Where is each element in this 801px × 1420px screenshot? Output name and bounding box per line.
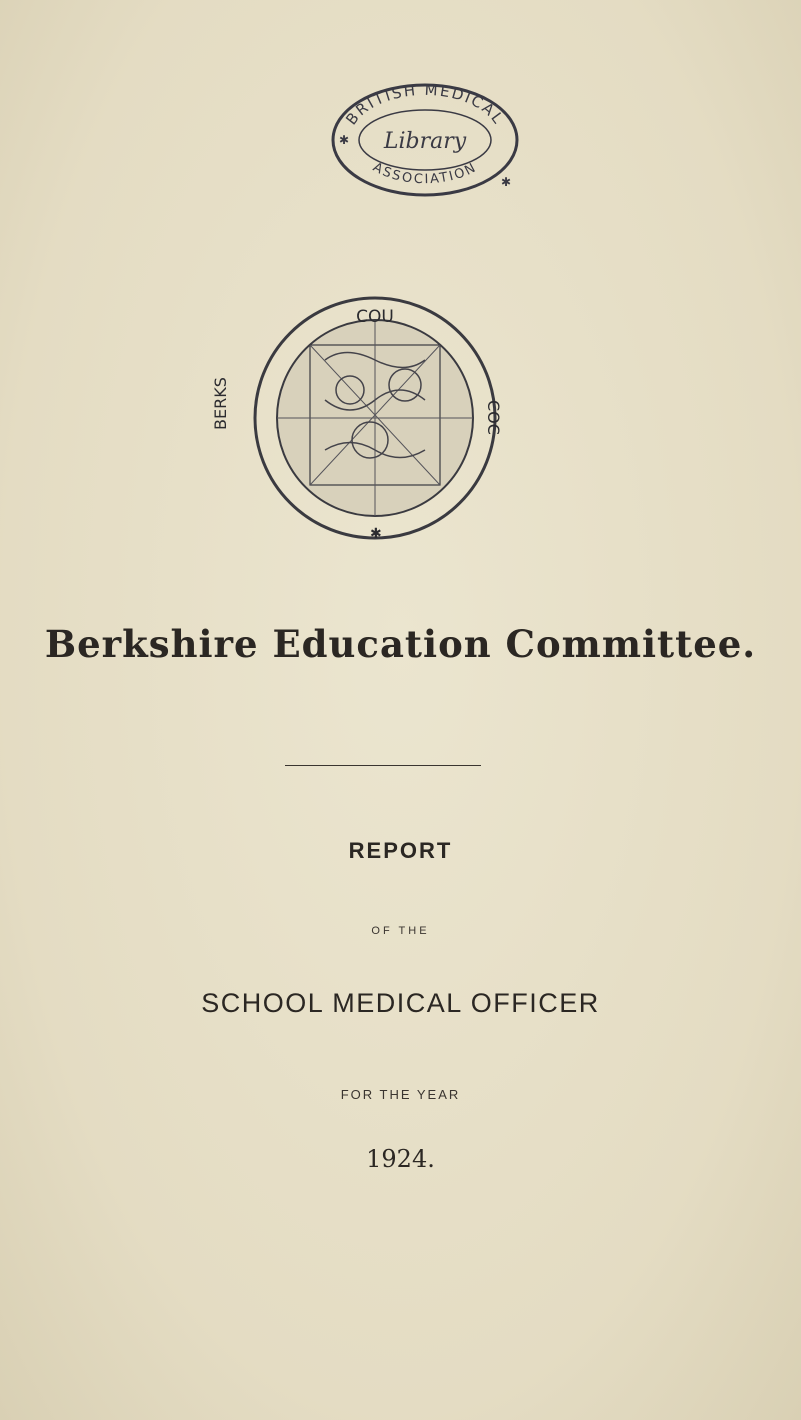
divider-rule <box>285 765 481 766</box>
county-crest <box>211 290 503 545</box>
stamp-star-icon: ✱ <box>339 133 350 147</box>
report-title: SCHOOL MEDICAL OFFICER <box>201 988 600 1018</box>
for-the-year-label: FOR THE YEAR <box>340 1087 461 1102</box>
crest-star-icon: ✱ <box>370 525 382 541</box>
report-label: REPORT <box>348 838 453 863</box>
stamp-star-icon: ✱ <box>501 175 512 189</box>
crest-left-letters: BERKS <box>211 377 230 430</box>
stamp-top-text: BRITISH MEDICAL <box>342 80 508 129</box>
report-year: 1924. <box>366 1145 435 1173</box>
library-stamp <box>325 78 525 203</box>
committee-heading: Berkshire Education Committee. <box>44 622 757 666</box>
of-the-label: OF THE <box>371 925 430 937</box>
svg-text:BRITISH MEDICAL <box>342 81 508 128</box>
crest-top-letters: COU <box>356 307 394 327</box>
stamp-bottom-text: ASSOCIATION <box>370 159 480 188</box>
stamp-center-text: Library <box>383 129 467 154</box>
crest-right-letters: COC <box>484 400 503 435</box>
